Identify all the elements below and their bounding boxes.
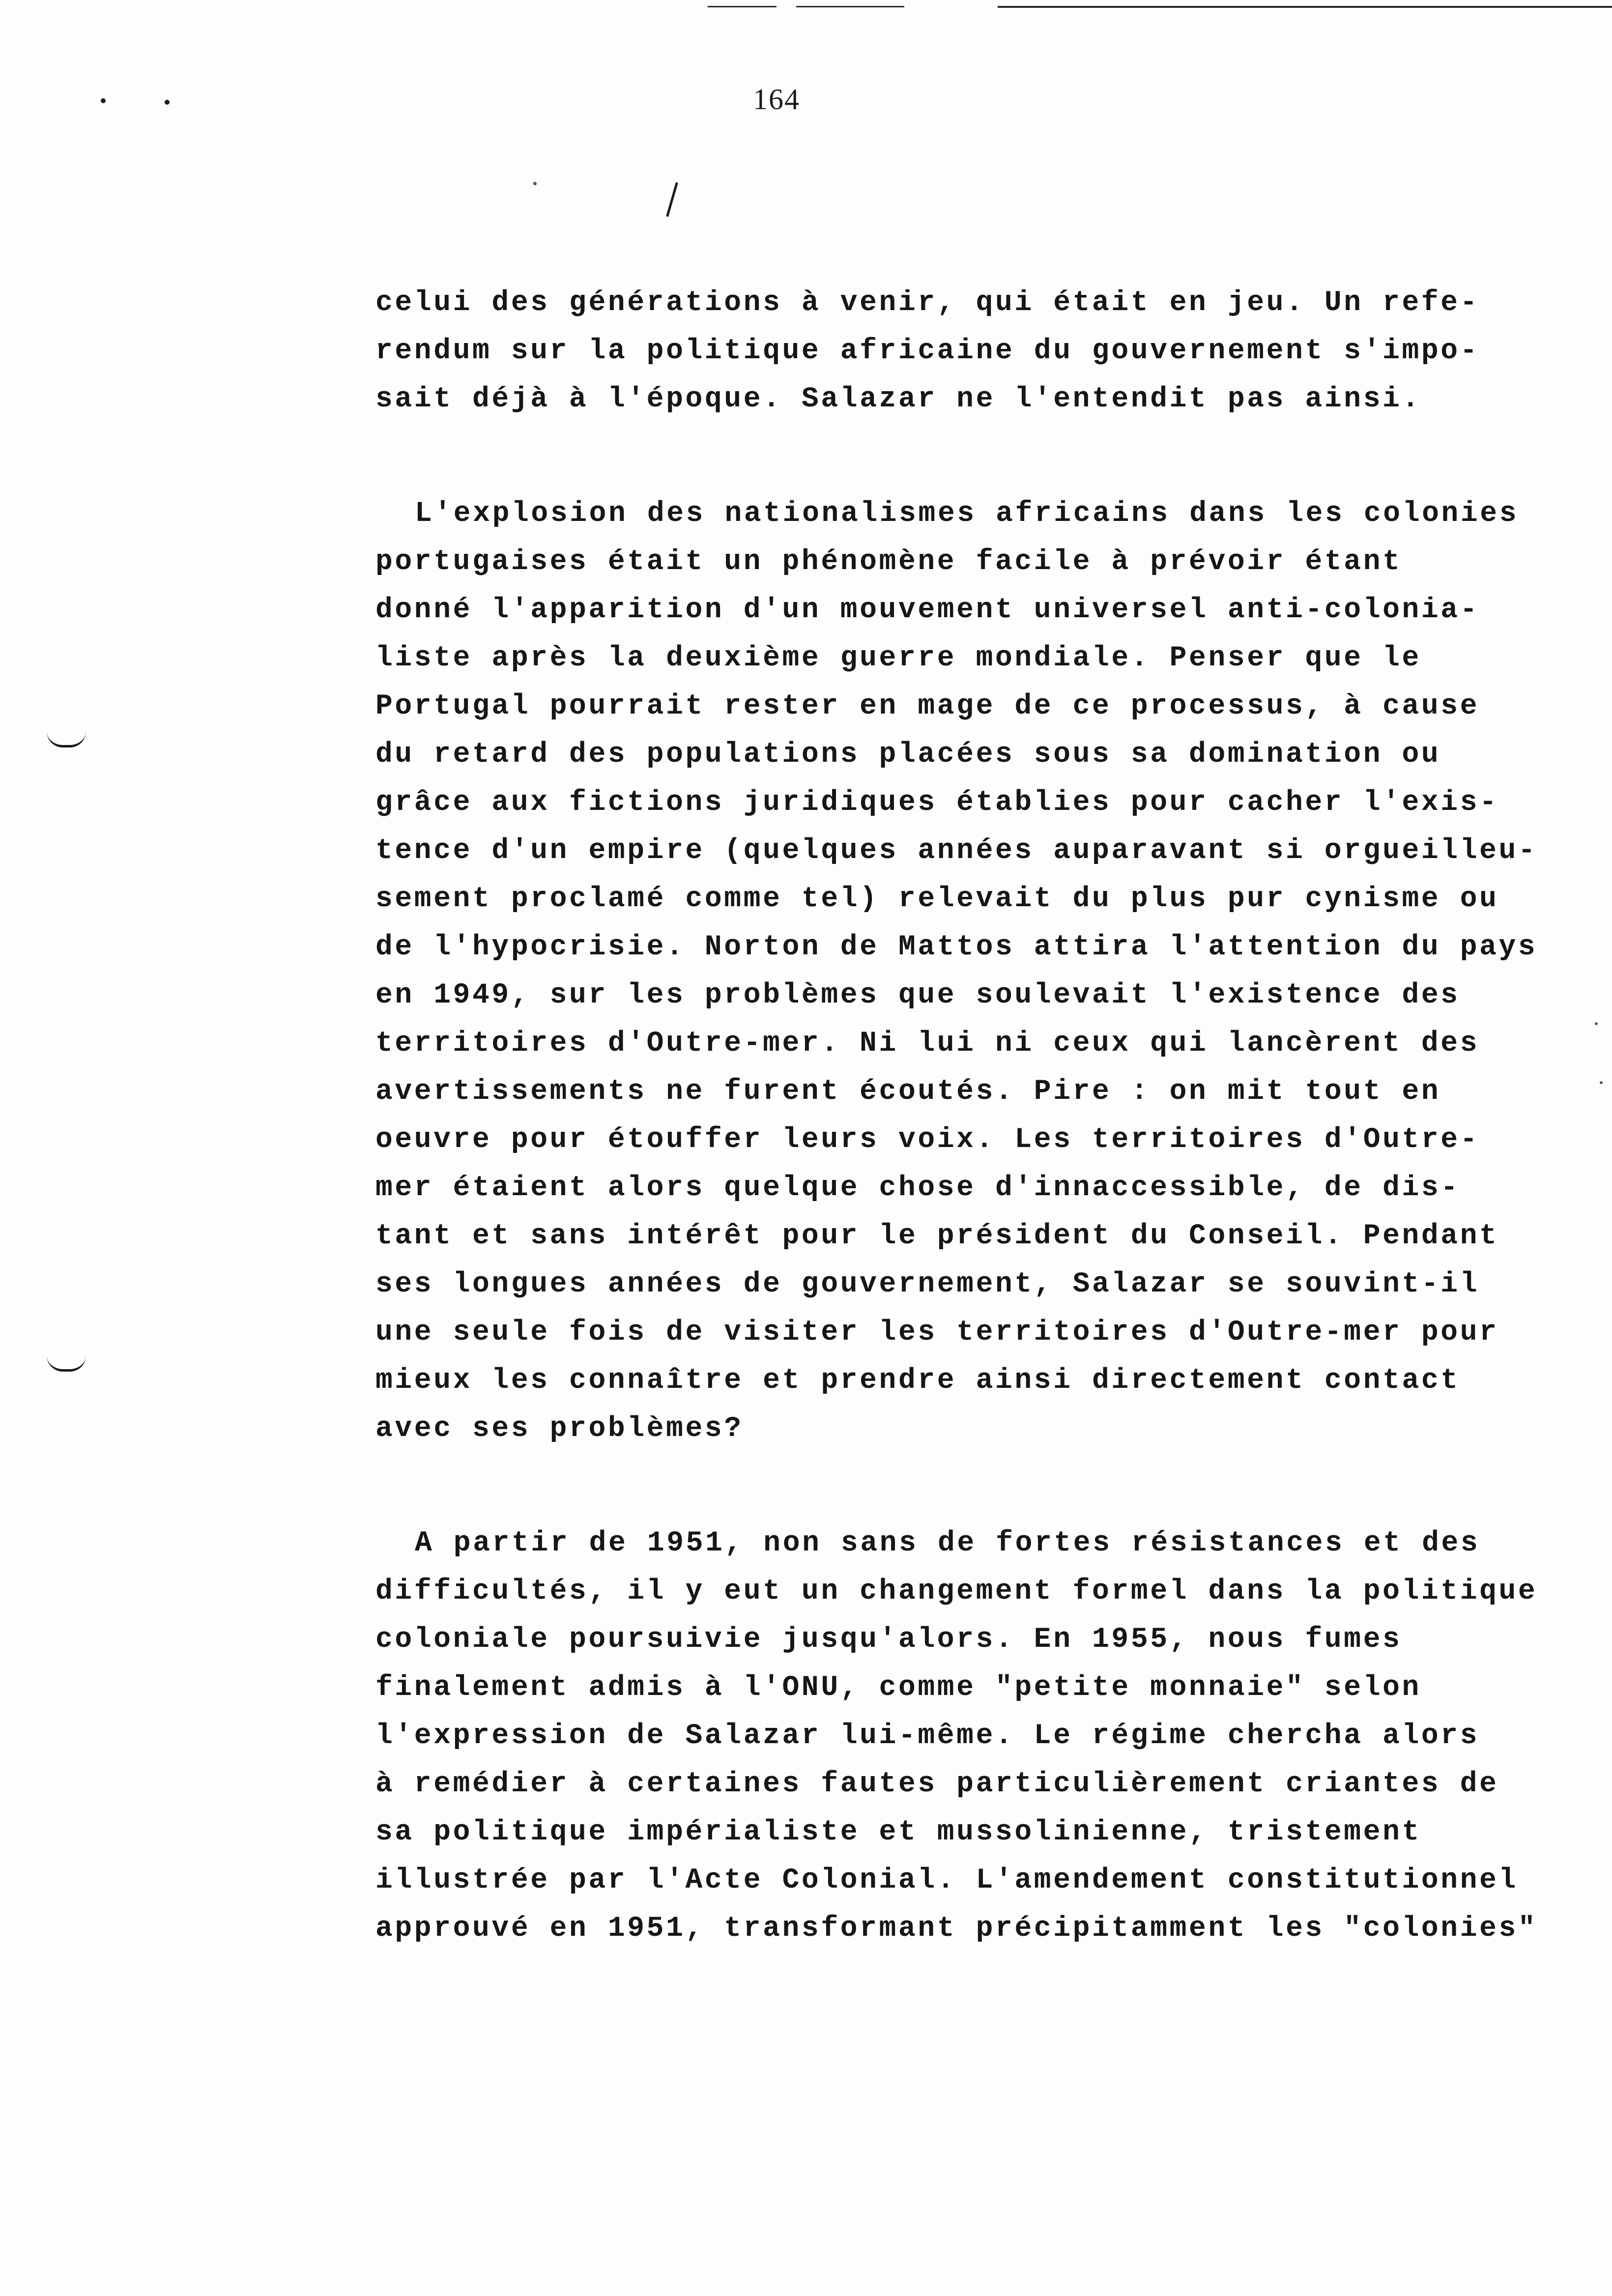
margin-punch-mark [47,731,86,747]
scan-speck [533,182,537,185]
text-line: avec ses problèmes? [375,1413,744,1445]
text-line: l'expression de Salazar lui-même. Le régime chercha alors [375,1720,1480,1752]
text-line: sait déjà à l'époque. Salazar ne l'entendit pas ainsi. [375,383,1421,415]
text-line: mer étaient alors quelque chose d'innaccessible, de dis- [375,1172,1460,1204]
text-line: finalement admis à l'ONU, comme "petite monnaie" selon [375,1672,1421,1704]
text-line: liste après la deuxième guerre mondiale. Penser que le [375,642,1421,674]
text-line: oeuvre pour étouffer leurs voix. Les territoires d'Outre- [375,1124,1480,1156]
text-line: territoires d'Outre-mer. Ni lui ni ceux qui lancèrent des [375,1028,1480,1060]
text-line: donné l'apparition d'un mouvement universel anti-colonia- [375,594,1480,626]
text-line: L'explosion des nationalismes africains dans les colonies [415,498,1519,530]
text-line: sa politique impérialiste et mussolinienne, tristement [375,1816,1421,1848]
scan-dot [101,98,106,103]
text-line: portugaises était un phénomène facile à prévoir étant [375,546,1402,578]
text-line: rendum sur la politique africaine du gouvernement s'impo- [375,335,1480,367]
text-line: celui des générations à venir, qui était en jeu. Un refe- [375,287,1480,319]
text-line: mieux les connaître et prendre ainsi directement contact [375,1365,1460,1397]
text-line: avertissements ne furent écoutés. Pire : on mit tout en [375,1076,1441,1108]
body-text [375,279,1565,1953]
scan-dot [165,100,170,105]
text-line: en 1949, sur les problèmes que soulevait l'existence des [375,979,1460,1011]
text-line: une seule fois de visiter les territoires d'Outre-mer pour [375,1317,1499,1349]
text-line: grâce aux fictions juridiques établies pour cacher l'exis- [375,787,1499,819]
scan-edge-mark [796,6,904,7]
text-line: A partir de 1951, non sans de fortes résistances et des [415,1527,1480,1559]
page-number: 164 [753,83,800,115]
paragraph-3 [375,1520,1565,1953]
text-line: tence d'un empire (quelques années auparavant si orgueilleu- [375,835,1538,867]
scan-speck [1595,1022,1598,1025]
scan-edge-mark [998,6,1612,8]
text-line: Portugal pourrait rester en mage de ce processus, à cause [375,690,1480,722]
text-line: coloniale poursuivie jusqu'alors. En 1955, nous fumes [375,1624,1402,1656]
text-line: illustrée par l'Acte Colonial. L'amendement constitutionnel [375,1865,1518,1896]
paragraph-2 [375,490,1565,1453]
text-line: sement proclamé comme tel) relevait du plus pur cynisme ou [375,883,1499,915]
text-line: difficultés, il y eut un changement formel dans la politique [375,1576,1538,1607]
pencil-slash-mark [666,182,678,217]
scan-speck [1600,1081,1603,1084]
text-line: à remédier à certaines fautes particulièrement criantes de [375,1768,1499,1800]
paragraph-1 [375,279,1565,424]
margin-punch-mark [47,1355,86,1372]
scan-edge-mark [708,6,777,7]
text-line: ses longues années de gouvernement, Salazar se souvint-il [375,1268,1480,1300]
text-line: tant et sans intérêt pour le président du Conseil. Pendant [375,1220,1499,1252]
text-line: approuvé en 1951, transformant précipitamment les "colonies" [375,1913,1538,1945]
text-line: du retard des populations placées sous sa domination ou [375,739,1441,771]
text-line: de l'hypocrisie. Norton de Mattos attira l'attention du pays [375,931,1538,963]
